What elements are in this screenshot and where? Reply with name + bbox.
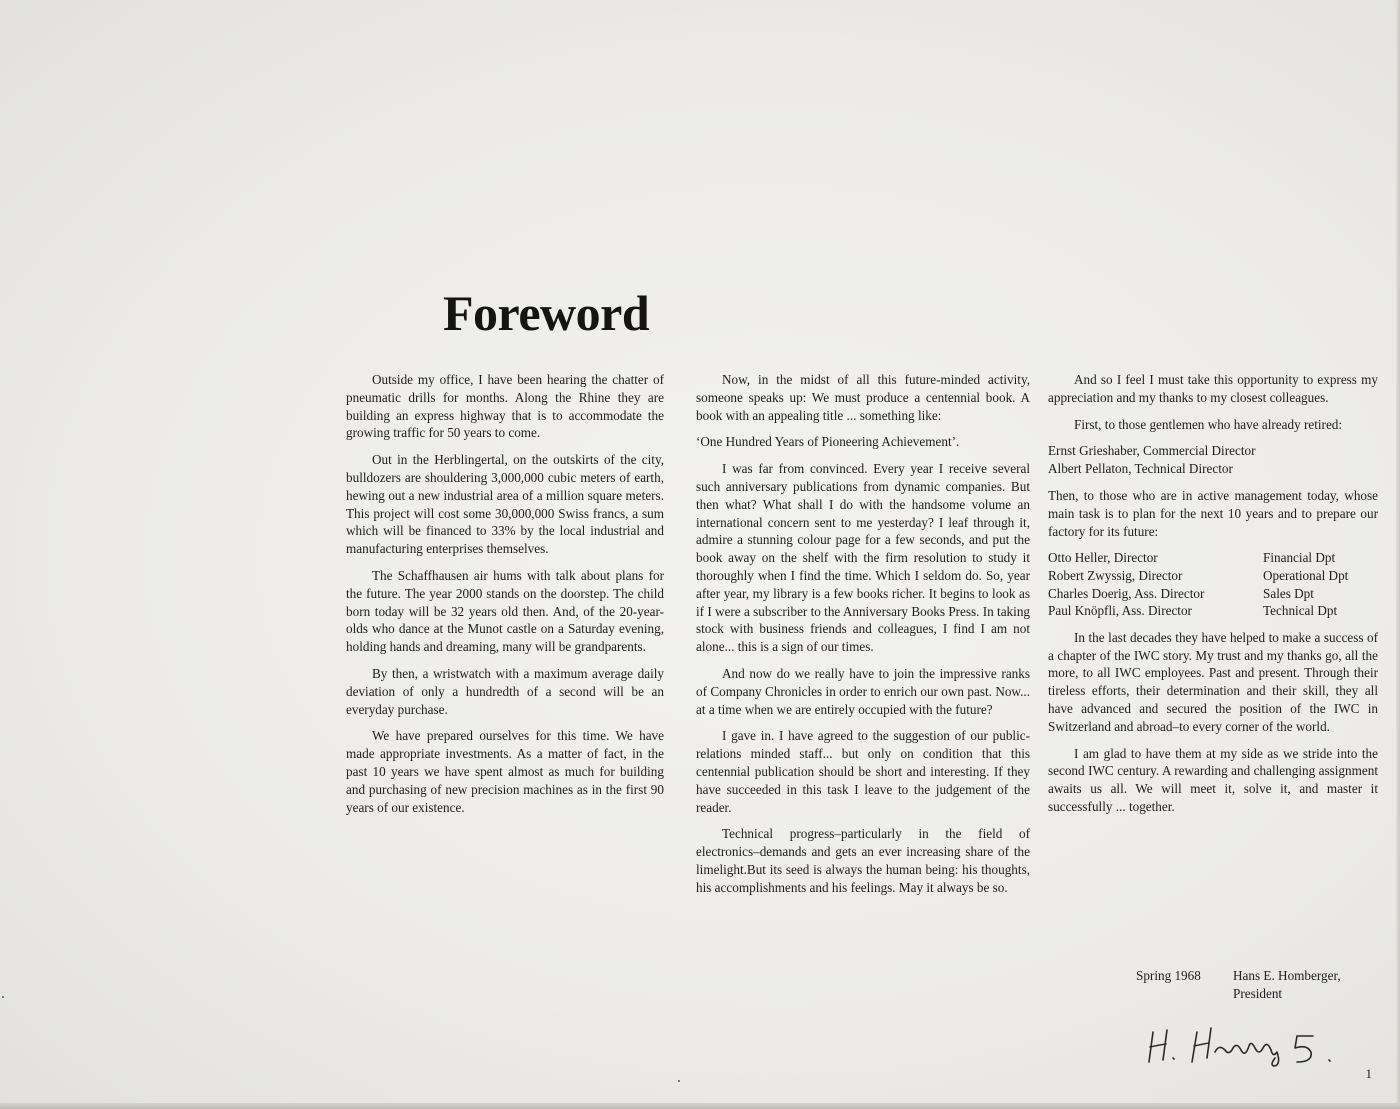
paragraph: The Schaffhausen air hums with talk about plans for the future. The year 2000 stands on the doorstep. The child born today will be 32 years old then. And, of the 20-year-olds who dance at the Munot castle on a Saturday evening, holding hands and dreaming, many will be grandparents. <box>346 567 664 655</box>
paragraph: I gave in. I have agreed to the suggestion of our public-relations minded staff... but only on condition that this centennial publication should be short and interesting. If they have succeeded in this task I leave to the judgement of the reader. <box>696 728 1030 815</box>
signoff-name: Hans E. Homberger, <box>1233 968 1341 983</box>
management-table <box>1048 549 1378 619</box>
table-row <box>1048 585 1378 603</box>
paragraph: By then, a wristwatch with a maximum average daily deviation of only a hundredth of a second will be an everyday purchase. <box>346 665 664 717</box>
page-title: Foreword <box>443 285 650 341</box>
table-row <box>1048 602 1378 620</box>
text-column-2 <box>696 371 1030 906</box>
book-title-quote: ‘One Hundred Years of Pioneering Achievement’. <box>696 434 960 450</box>
handwritten-signature <box>1145 1018 1365 1068</box>
paragraph: Technical progress–particularly in the field of electronics–demands and gets an ever increasing share of the limelight.But its seed is always the human being: his thoughts, his accomplishments and his feelings. May it always be so. <box>696 826 1030 895</box>
retired-person: Ernst Grieshaber, Commercial Director <box>1048 443 1256 459</box>
text-column-1 <box>346 371 664 825</box>
manager-name: Robert Zwyssig, Director <box>1048 567 1183 583</box>
signoff-person <box>1233 967 1341 1003</box>
manager-dept: Sales Dpt <box>1263 585 1314 601</box>
page-edge <box>1396 0 1400 1109</box>
manager-dept: Technical Dpt <box>1263 603 1338 619</box>
paragraph: First, to those gentlemen who have already retired: <box>1074 416 1343 432</box>
signoff-role: President <box>1233 986 1283 1001</box>
paragraph: Now, in the midst of all this future-minded activity, someone speaks up: We must produce a centennial book. A book with an appealing title ... something like: <box>696 372 1030 423</box>
paper-speck <box>2 996 4 998</box>
paragraph: We have prepared ourselves for this time. We have made appropriate investments. As a matter of fact, in the past 10 years we have spent almost as much for building and purchasing of new precision machines as in the first 90 years of our existence. <box>346 728 664 815</box>
retired-person: Albert Pellaton, Technical Director <box>1048 461 1233 477</box>
manager-dept: Operational Dpt <box>1263 567 1349 583</box>
paragraph: And now do we really have to join the impressive ranks of Company Chronicles in order to enrich our own past. Now... at a time when we are entirely occupied with the future? <box>696 665 1030 717</box>
page-number: 1 <box>1365 1066 1372 1081</box>
retired-list <box>1048 442 1378 478</box>
signoff-date: Spring 1968 <box>1136 968 1201 983</box>
paragraph: Outside my office, I have been hearing the chatter of pneumatic drills for months. Along the Rhine they are building an express highway that is to accommodate the growing traffic for 50 years to come. <box>346 372 664 441</box>
table-row <box>1048 549 1378 567</box>
table-row <box>1048 567 1378 585</box>
manager-dept: Financial Dpt <box>1263 550 1336 566</box>
manager-name: Charles Doerig, Ass. Director <box>1048 585 1205 601</box>
manager-name: Otto Heller, Director <box>1048 550 1158 566</box>
paper-speck <box>678 1080 680 1082</box>
paragraph: I was far from convinced. Every year I receive several such anniversary publications from dynamic companies. But then what? What shall I do with the handsome volume an international concern sent to me yesterday? I leaf through it, admire a stunning colour page for a few seconds, and put the book away on the shelf with the firm resolution to study it thoroughly when I find the time. Which I seldom do. So, year after year, my library is a few books richer. It begins to look as if I were a subscriber to the Anniversary Books Press. In taking stock with business friends and colleagues, I find I am not alone... this is a sign of our times. <box>696 461 1031 655</box>
paragraph: Out in the Herblingertal, on the outskirts of the city, bulldozers are shouldering 3,000,000 cubic meters of earth, hewing out a new industrial area of a million square meters. This project will cost some 30,000,000 Swiss francs, a sum which will be financed to 33% by the local industrial and manufacturing enterprises themselves. <box>346 452 664 557</box>
text-column-3 <box>1048 371 1378 825</box>
page-edge <box>0 1103 1400 1109</box>
manager-name: Paul Knöpfli, Ass. Director <box>1048 603 1192 619</box>
paragraph: I am glad to have them at my side as we stride into the second IWC century. A rewarding and challenging assignment awaits us all. We will meet it, solve it, and master it successfully ... together. <box>1048 745 1378 814</box>
paragraph: Then, to those who are in active management today, whose main task is to plan for the next 10 years and to prepare our factory for its future: <box>1048 487 1378 539</box>
paragraph: And so I feel I must take this opportunity to express my appreciation and my thanks to my closest colleagues. <box>1048 372 1378 405</box>
paragraph: In the last decades they have helped to make a success of a chapter of the IWC story. My trust and my thanks go, all the more, to all IWC employees. Past and present. Through their tireless efforts, their determination and their skill, they all have advanced and secured the position of the IWC in Switzerland and abroad–to every corner of the world. <box>1048 629 1378 734</box>
